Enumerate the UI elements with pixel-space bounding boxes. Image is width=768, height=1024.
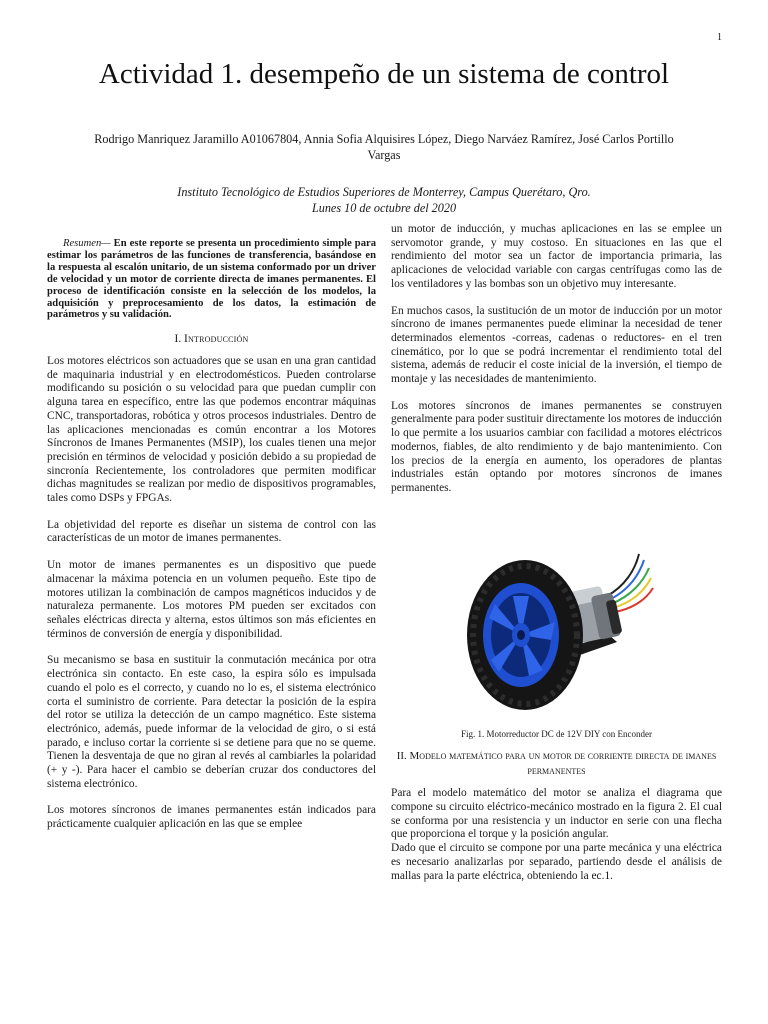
paper-title: Actividad 1. desempeño de un sistema de control <box>98 58 670 90</box>
abstract-text: En este reporte se presenta un procedimiento simple para estimar los parámetros de las funciones de transferencia, basándose en la respuesta al escalón unitario, de un sistema conformado por un driver de velocidad y un motor de corriente directa de imanes permanentes. El proceso de identificación consiste en la selección de los modelos, la adquisición y preprocesamiento de los datos, la estimación de parámetros y su validación. <box>47 238 376 321</box>
right-column <box>391 223 722 896</box>
section-heading-model: II. Modelo matemático para un motor de corriente directa de imanes permanentes <box>396 750 717 778</box>
paragraph: Su mecanismo se basa en sustituir la conmutación mecánica por otra electrónica sin contacto. En este caso, la espira sólo es impulsada cuando el polo es el correcto, y cuando no lo es, el sistema electrónico corta el suministro de corriente. Para detectar la posición de la espira del rotor se utiliza la detección de un campo magnético. Este sistema electrónico, además, puede informar de la velocidad de giro, o si está parado, e incluso cortar la corriente si se detiene para que no se queme. Tienen la desventaja de que no giran al revés al cambiarles la polaridad (+ y -). Para hacer el cambio se deberían cruzar dos conductores del sistema electrónico. <box>47 654 376 790</box>
paragraph: En muchos casos, la sustitución de un motor de inducción por un motor síncrono de imanes permanentes puede eliminar la necesidad de tener determinados elementos -correas, cadenas o reductores- en el tren cinemático, por lo que se podrá incrementar el rendimiento total del sistema, además de reducir el coste inicial de la inversión, el tiempo de montaje y las necesidades de mantenimiento. <box>391 304 722 386</box>
paragraph: Dado que el circuito se compone por una parte mecánica y una eléctrica es necesario analizarlas por separado, partiendo desde el análisis de mallas para la parte eléctrica, obteniendo la ec.1. <box>391 842 722 882</box>
paragraph: Para el modelo matemático del motor se analiza el diagrama que compone su circuito eléctrico-mecánico mostrado en la figura 2. El cual se conforma por una resistencia y un inductor en serie con una flecha que proporciona el torque y la posición angular. <box>391 787 722 841</box>
abstract <box>47 238 376 321</box>
page-number: 1 <box>717 32 722 43</box>
paragraph: un motor de inducción, y muchas aplicaciones en las se emplee un servomotor grande, y muy costoso. En situaciones en las que el rendimiento del motor sea un factor de importancia primaria, las aplicaciones de velocidad variable con cargas centrífugas como las de los ventiladores y las bombas son un objetivo muy interesante. <box>391 223 722 290</box>
left-column <box>47 238 376 845</box>
section-number: I. <box>174 333 182 346</box>
affiliation-institution: Instituto Tecnológico de Estudios Superiores de Monterrey, Campus Querétaro, Qro. <box>177 185 591 199</box>
paragraph: Los motores síncronos de imanes permanentes están indicados para prácticamente cualquier aplicación en las que se emplee <box>47 804 376 831</box>
figure-motor <box>391 530 722 720</box>
section-heading-introduction <box>47 333 376 347</box>
section-title: Introducción <box>184 333 249 346</box>
paragraph: Un motor de imanes permanentes es un dispositivo que puede almacenar la máxima potencia en un volumen pequeño. Este tipo de motores utilizan la combinación de campos magnéticos inducidos y de naturaleza permanente. Los motores PM pueden ser excitados con señales eléctricas directa y alterna, estos últimos son más eficientes en términos de conversión de energía y disponibilidad. <box>47 559 376 640</box>
paragraph: Los motores síncronos de imanes permanentes se construyen generalmente para poder sustituir directamente los motores de inducción lo que permite a los usuarios cambiar con facilidad a motores eléctricos modernos, fiables, de alto rendimiento y de bajo mantenimiento. Con los precios de la energía en aumento, los operadores de plantas industriales están optando por motores síncronos de imanes permanentes. <box>391 399 722 494</box>
affiliation <box>80 184 688 216</box>
paragraph: Los motores eléctricos son actuadores que se usan en una gran cantidad de maquinaria industrial y en electrodomésticos. Pueden controlarse modificando su posición o su velocidad para que puedan cumplir con alguna tarea en específico, entre las que podemos encontrar máquinas CNC, transportadoras, robótica y otros procesos industriales. Dentro de las aplicaciones mencionadas es común encontrar a los Motores Síncronos de Imanes Permanentes (MSIP), los cuales tienen una mejor precisión en términos de velocidad y posición debido a su propiedad de sincronía Recientemente, los controladores que permiten modificar dichas magnitudes se realizan por medio de dispositivos programables, tales como DSPs y FPGAs. <box>47 355 376 505</box>
gear-motor-wheel-image <box>459 530 655 720</box>
figure-caption: Fig. 1. Motorreductor DC de 12V DIY con Enconder <box>461 728 652 739</box>
affiliation-date: Lunes 10 de octubre del 2020 <box>311 201 457 215</box>
authors: Rodrigo Manriquez Jaramillo A01067804, Annia Sofia Alquisires López, Diego Narváez Ramírez, José Carlos Portillo Vargas <box>94 132 674 162</box>
paragraph: La objetividad del reporte es diseñar un sistema de control con las características de un motor de imanes permanentes. <box>47 518 376 545</box>
abstract-label: Resumen— <box>63 238 111 249</box>
